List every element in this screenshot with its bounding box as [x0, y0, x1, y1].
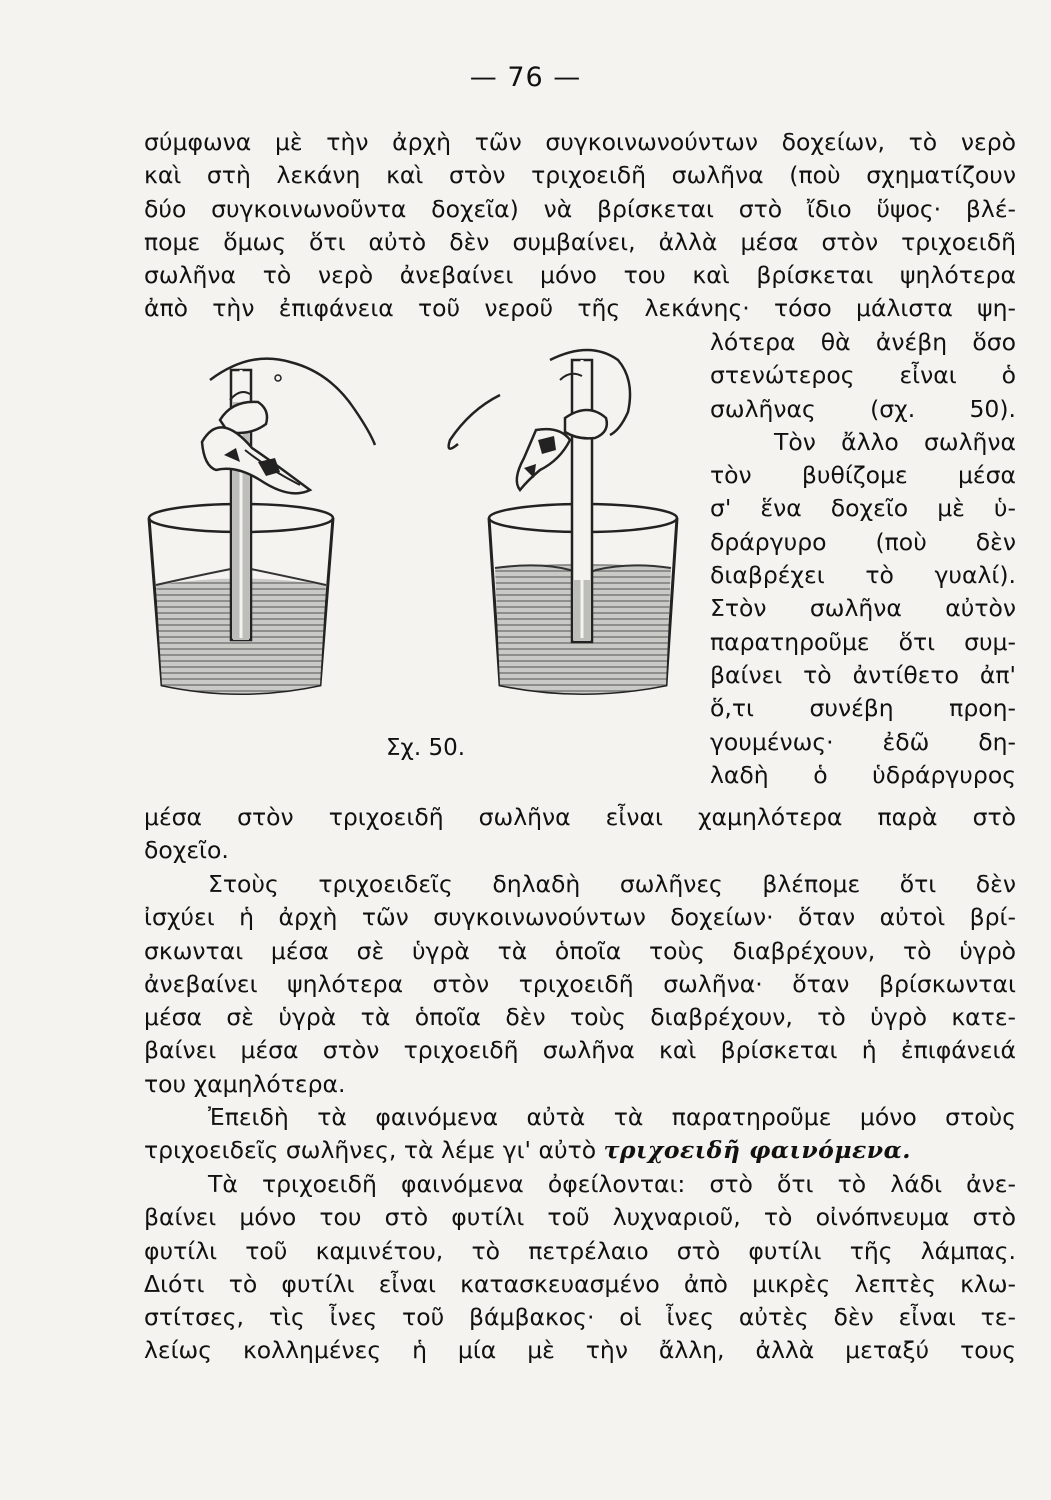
- text-line: σωλῆνα τὸ νερὸ ἀνεβαίνει μόνο του καὶ βρίσκεται ψηλότερα: [144, 261, 1016, 290]
- text-line: καὶ στὴ λεκάνη καὶ στὸν τριχοειδῆ σωλῆνα (ποὺ σχηματίζουν: [144, 161, 1016, 190]
- text-line: Διότι τὸ φυτίλι εἶναι κατασκευασμένο ἀπὸ μικρὲς λεπτὲς κλω-: [144, 1269, 1016, 1298]
- text-line: σ' ἕνα δοχεῖο μὲ ὑ-: [710, 494, 1016, 523]
- text-line: παρατηροῦμε ὅτι συμ-: [710, 627, 1016, 656]
- text-line: βαίνει μόνο του στὸ φυτίλι τοῦ λυχναριοῦ, τὸ οἰνόπνευμα στὸ: [144, 1203, 1016, 1232]
- text-line: σωλῆνας (σχ. 50).: [710, 394, 1016, 423]
- emphasis-term: τριχοειδῆ φαινόμενα.: [603, 1136, 911, 1165]
- text-run: τριχοειδεῖς σωλῆνες, τὰ λέμε γι' αὐτὸ: [144, 1136, 604, 1165]
- text-line: λότερα θὰ ἀνέβη ὅσο: [710, 328, 1016, 356]
- paragraph-5: [144, 1168, 1016, 1368]
- text-line: φυτίλι τοῦ καμινέτου, τὸ πετρέλαιο στὸ φυτίλι τῆς λάμπας.: [144, 1236, 1016, 1265]
- capillary-illustration: [140, 340, 700, 790]
- text-line: στενώτερος εἶναι ὁ: [710, 361, 1016, 390]
- left-glass: [149, 359, 375, 694]
- text-line: ὅ,τι συνέβη προη-: [710, 694, 1016, 723]
- text-line: δοχεῖο.: [144, 836, 229, 865]
- paragraph-4: [144, 1101, 1016, 1168]
- text-line: μέσα σὲ ὑγρὰ τὰ ὁποῖα δὲν τοὺς διαβρέχουν, τὸ ὑγρὸ κατε-: [144, 1003, 1016, 1032]
- text-line: ἀπὸ τὴν ἐπιφάνεια τοῦ νεροῦ τῆς λεκάνης· τόσο μάλιστα ψη-: [144, 294, 1016, 323]
- text-line: Τὸν ἄλλο σωλῆνα: [774, 427, 1016, 456]
- text-line: Στοὺς τριχοειδεῖς δηλαδὴ σωλῆνες βλέπομε ὅτι δὲν: [208, 870, 1016, 898]
- text-line: μέσα στὸν τριχοειδῆ σωλῆνα εἶναι χαμηλότερα παρὰ στὸ: [144, 803, 1016, 831]
- text-line: δύο συγκοινωνοῦντα δοχεῖα) νὰ βρίσκεται στὸ ἴδιο ὕψος· βλέ-: [144, 194, 1016, 223]
- text-line: Τὰ τριχοειδῆ φαινόμενα ὀφείλονται: στὸ ὅτι τὸ λάδι ἀνε-: [208, 1170, 1016, 1198]
- text-line: ἰσχύει ἡ ἀρχὴ τῶν συγκοινωνούντων δοχείων· ὅταν αὐτοὶ βρί-: [144, 903, 1016, 932]
- text-line: λείως κολλημένες ἡ μία μὲ τὴν ἄλλη, ἀλλὰ μεταξύ τους: [144, 1336, 1016, 1365]
- paragraph-2: [144, 801, 1016, 868]
- text-line: γουμένως· ἐδῶ δη-: [710, 727, 1016, 756]
- right-glass: [449, 350, 677, 694]
- text-line: πομε ὅμως ὅτι αὐτὸ δὲν συμβαίνει, ἀλλὰ μέσα στὸν τριχοειδῆ: [144, 227, 1016, 256]
- side-column-text: [710, 326, 1016, 792]
- text-line: βαίνει μέσα στὸν τριχοειδῆ σωλῆνα καὶ βρίσκεται ἡ ἐπιφάνειά: [144, 1036, 1016, 1065]
- figure-caption: Σχ. 50.: [386, 735, 466, 761]
- text-line: σκωνται μέσα σὲ ὑγρὰ τὰ ὁποῖα τοὺς διαβρέχουν, τὸ ὑγρὸ: [144, 936, 1016, 965]
- paragraph-1: [144, 126, 1016, 326]
- text-line: σύμφωνα μὲ τὴν ἀρχὴ τῶν συγκοινωνούντων δοχείων, τὸ νερὸ: [144, 128, 1016, 156]
- text-line: του χαμηλότερα.: [144, 1069, 346, 1098]
- text-line: δράργυρο (ποὺ δὲν: [710, 527, 1016, 556]
- text-line: Στὸν σωλῆνα αὐτὸν: [710, 594, 1016, 623]
- text-line: στίτσες, τὶς ἶνες τοῦ βάμβακος· οἱ ἶνες αὐτὲς δὲν εἶναι τε-: [144, 1303, 1016, 1332]
- text-line: ἀνεβαίνει ψηλότερα στὸν τριχοειδῆ σωλῆνα· ὅταν βρίσκωνται: [144, 969, 1016, 998]
- text-line: διαβρέχει τὸ γυαλί).: [710, 561, 1016, 590]
- figure-capillary-tubes: [140, 340, 700, 790]
- text-line: [144, 1134, 1016, 1167]
- text-line: τὸν βυθίζομε μέσα: [710, 461, 1016, 490]
- text-line: λαδὴ ὁ ὑδράργυρος: [710, 760, 1016, 789]
- paragraph-3: [144, 868, 1016, 1101]
- text-line: βαίνει τὸ ἀντίθετο ἀπ': [710, 660, 1016, 689]
- text-line: Ἐπειδὴ τὰ φαινόμενα αὐτὰ τὰ παρατηροῦμε μόνο στοὺς: [208, 1103, 1016, 1131]
- page-number: — 76 —: [469, 62, 582, 93]
